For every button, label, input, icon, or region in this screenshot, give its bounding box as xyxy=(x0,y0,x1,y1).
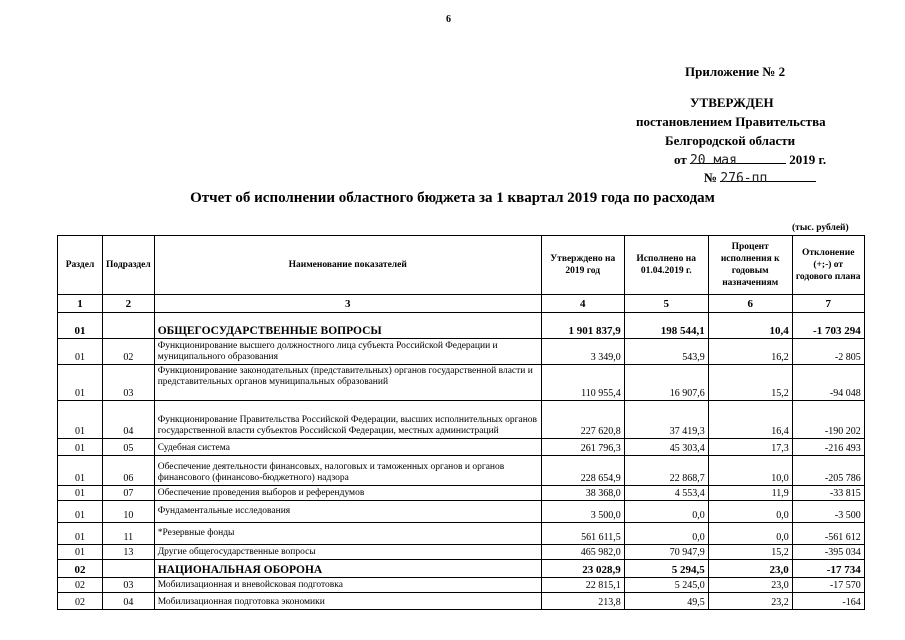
cell-percent: 0,0 xyxy=(708,501,792,523)
cell-subsection: 05 xyxy=(103,439,155,456)
decree-label: постановлением Правительства xyxy=(636,114,826,129)
column-number: 6 xyxy=(708,295,792,313)
cell-executed: 543,9 xyxy=(624,339,708,365)
cell-approved: 213,8 xyxy=(541,593,624,610)
table-row xyxy=(58,578,865,593)
date-prefix: от xyxy=(674,152,687,167)
cell-percent: 10,4 xyxy=(708,313,792,339)
table-row xyxy=(58,365,865,401)
cell-approved: 38 368,0 xyxy=(541,486,624,501)
cell-deviation: -17 570 xyxy=(792,578,864,593)
cell-subsection: 07 xyxy=(103,486,155,501)
column-header: Раздел xyxy=(58,236,103,295)
page-number: 6 xyxy=(446,14,451,25)
cell-deviation: -190 202 xyxy=(792,401,864,439)
cell-section: 01 xyxy=(58,545,103,560)
cell-deviation: -33 815 xyxy=(792,486,864,501)
table-row xyxy=(58,401,865,439)
cell-approved: 227 620,8 xyxy=(541,401,624,439)
cell-approved: 22 815,1 xyxy=(541,578,624,593)
cell-approved: 261 796,3 xyxy=(541,439,624,456)
cell-executed: 4 553,4 xyxy=(624,486,708,501)
cell-percent: 10,0 xyxy=(708,456,792,486)
cell-subsection: 06 xyxy=(103,456,155,486)
cell-approved: 3 349,0 xyxy=(541,339,624,365)
cell-name: Функционирование высшего должностного лица субъекта Российской Федерации и муниципального образования xyxy=(154,339,541,365)
cell-percent: 23,0 xyxy=(708,560,792,578)
units-label: (тыс. рублей) xyxy=(792,223,849,233)
cell-deviation: -395 034 xyxy=(792,545,864,560)
cell-section: 01 xyxy=(58,365,103,401)
column-header: Отклонение (+;-) от годового плана xyxy=(792,236,864,295)
column-header: Процент исполнения к годовым назначениям xyxy=(708,236,792,295)
cell-name: Мобилизационная и вневойсковая подготовка xyxy=(154,578,541,593)
cell-name: НАЦИОНАЛЬНАЯ ОБОРОНА xyxy=(154,560,541,578)
cell-deviation: -561 612 xyxy=(792,523,864,545)
budget-table xyxy=(57,235,865,610)
cell-executed: 22 868,7 xyxy=(624,456,708,486)
cell-name: Функционирование Правительства Российской Федерации, высших исполнительных органов государственной власти субъектов Российской Федерации, местных администраций xyxy=(154,401,541,439)
table-row-section xyxy=(58,313,865,339)
cell-approved: 110 955,4 xyxy=(541,365,624,401)
cell-percent: 16,2 xyxy=(708,339,792,365)
cell-approved: 23 028,9 xyxy=(541,560,624,578)
table-header-row xyxy=(58,236,865,295)
cell-subsection xyxy=(103,560,155,578)
cell-subsection xyxy=(103,313,155,339)
cell-deviation: -164 xyxy=(792,593,864,610)
cell-section: 01 xyxy=(58,339,103,365)
cell-deviation: -216 493 xyxy=(792,439,864,456)
cell-section: 01 xyxy=(58,486,103,501)
date-underline xyxy=(689,150,786,168)
cell-deviation: -1 703 294 xyxy=(792,313,864,339)
cell-name: Функционирование законодательных (представительных) органов государственной власти и представительных органов муниципальных образований xyxy=(154,365,541,401)
cell-approved: 228 654,9 xyxy=(541,456,624,486)
column-number: 2 xyxy=(103,295,155,313)
cell-subsection: 04 xyxy=(103,401,155,439)
column-number: 3 xyxy=(154,295,541,313)
table-row xyxy=(58,486,865,501)
cell-name: Обеспечение деятельности финансовых, налоговых и таможенных органов и органов финансового (финансово-бюджетного) надзора xyxy=(154,456,541,486)
cell-percent: 11,9 xyxy=(708,486,792,501)
cell-deviation: -3 500 xyxy=(792,501,864,523)
cell-subsection: 03 xyxy=(103,578,155,593)
cell-percent: 17,3 xyxy=(708,439,792,456)
cell-executed: 5 294,5 xyxy=(624,560,708,578)
column-number: 1 xyxy=(58,295,103,313)
cell-subsection: 13 xyxy=(103,545,155,560)
region-label: Белгородской области xyxy=(665,133,796,148)
approved-label: УТВЕРЖДЕН xyxy=(690,95,774,110)
column-header: Утверждено на 2019 год xyxy=(541,236,624,295)
cell-approved: 3 500,0 xyxy=(541,501,624,523)
cell-executed: 5 245,0 xyxy=(624,578,708,593)
cell-deviation: -94 048 xyxy=(792,365,864,401)
cell-deviation: -205 786 xyxy=(792,456,864,486)
cell-approved: 1 901 837,9 xyxy=(541,313,624,339)
cell-section: 01 xyxy=(58,439,103,456)
cell-subsection: 03 xyxy=(103,365,155,401)
cell-executed: 198 544,1 xyxy=(624,313,708,339)
decree-number xyxy=(704,168,816,187)
cell-subsection: 02 xyxy=(103,339,155,365)
cell-name: Мобилизационная подготовка экономики xyxy=(154,593,541,610)
column-number: 4 xyxy=(541,295,624,313)
cell-section: 01 xyxy=(58,401,103,439)
cell-approved: 465 982,0 xyxy=(541,545,624,560)
cell-percent: 0,0 xyxy=(708,523,792,545)
cell-name: ОБЩЕГОСУДАРСТВЕННЫЕ ВОПРОСЫ xyxy=(154,313,541,339)
cell-executed: 37 419,3 xyxy=(624,401,708,439)
decree-date xyxy=(674,150,826,169)
column-header: Подраздел xyxy=(103,236,155,295)
cell-deviation: -17 734 xyxy=(792,560,864,578)
table-row xyxy=(58,545,865,560)
table-row xyxy=(58,501,865,523)
column-number: 7 xyxy=(792,295,864,313)
appendix-label: Приложение № 2 xyxy=(685,64,786,79)
cell-percent: 23,2 xyxy=(708,593,792,610)
cell-percent: 23,0 xyxy=(708,578,792,593)
cell-percent: 15,2 xyxy=(708,365,792,401)
table-row-section xyxy=(58,560,865,578)
date-handwritten: 20 мая xyxy=(689,153,737,168)
cell-executed: 16 907,6 xyxy=(624,365,708,401)
cell-name: Другие общегосударственные вопросы xyxy=(154,545,541,560)
cell-percent: 15,2 xyxy=(708,545,792,560)
cell-deviation: -2 805 xyxy=(792,339,864,365)
cell-executed: 0,0 xyxy=(624,501,708,523)
cell-name: Фундаментальные исследования xyxy=(154,501,541,523)
cell-subsection: 11 xyxy=(103,523,155,545)
cell-approved: 561 611,5 xyxy=(541,523,624,545)
report-title: Отчет об исполнении областного бюджета за 1 квартал 2019 года по расходам xyxy=(190,190,715,206)
cell-name: Обеспечение проведения выборов и референдумов xyxy=(154,486,541,501)
column-number-row xyxy=(58,295,865,313)
cell-section: 01 xyxy=(58,523,103,545)
cell-section: 02 xyxy=(58,560,103,578)
cell-executed: 0,0 xyxy=(624,523,708,545)
number-underline xyxy=(720,168,816,186)
table-row xyxy=(58,523,865,545)
cell-section: 02 xyxy=(58,593,103,610)
table-row xyxy=(58,439,865,456)
number-handwritten: 276-пп xyxy=(720,171,768,186)
column-header: Исполнено на 01.04.2019 г. xyxy=(624,236,708,295)
cell-executed: 49,5 xyxy=(624,593,708,610)
cell-subsection: 10 xyxy=(103,501,155,523)
cell-section: 01 xyxy=(58,456,103,486)
cell-executed: 45 303,4 xyxy=(624,439,708,456)
cell-name: Судебная система xyxy=(154,439,541,456)
cell-section: 01 xyxy=(58,313,103,339)
column-header: Наименование показателей xyxy=(154,236,541,295)
table-row xyxy=(58,339,865,365)
column-number: 5 xyxy=(624,295,708,313)
cell-name: *Резервные фонды xyxy=(154,523,541,545)
table-row xyxy=(58,456,865,486)
table-row xyxy=(58,593,865,610)
decree-year: 2019 г. xyxy=(789,152,827,167)
number-prefix: № xyxy=(704,170,718,185)
cell-percent: 16,4 xyxy=(708,401,792,439)
cell-section: 02 xyxy=(58,578,103,593)
cell-section: 01 xyxy=(58,501,103,523)
cell-executed: 70 947,9 xyxy=(624,545,708,560)
cell-subsection: 04 xyxy=(103,593,155,610)
